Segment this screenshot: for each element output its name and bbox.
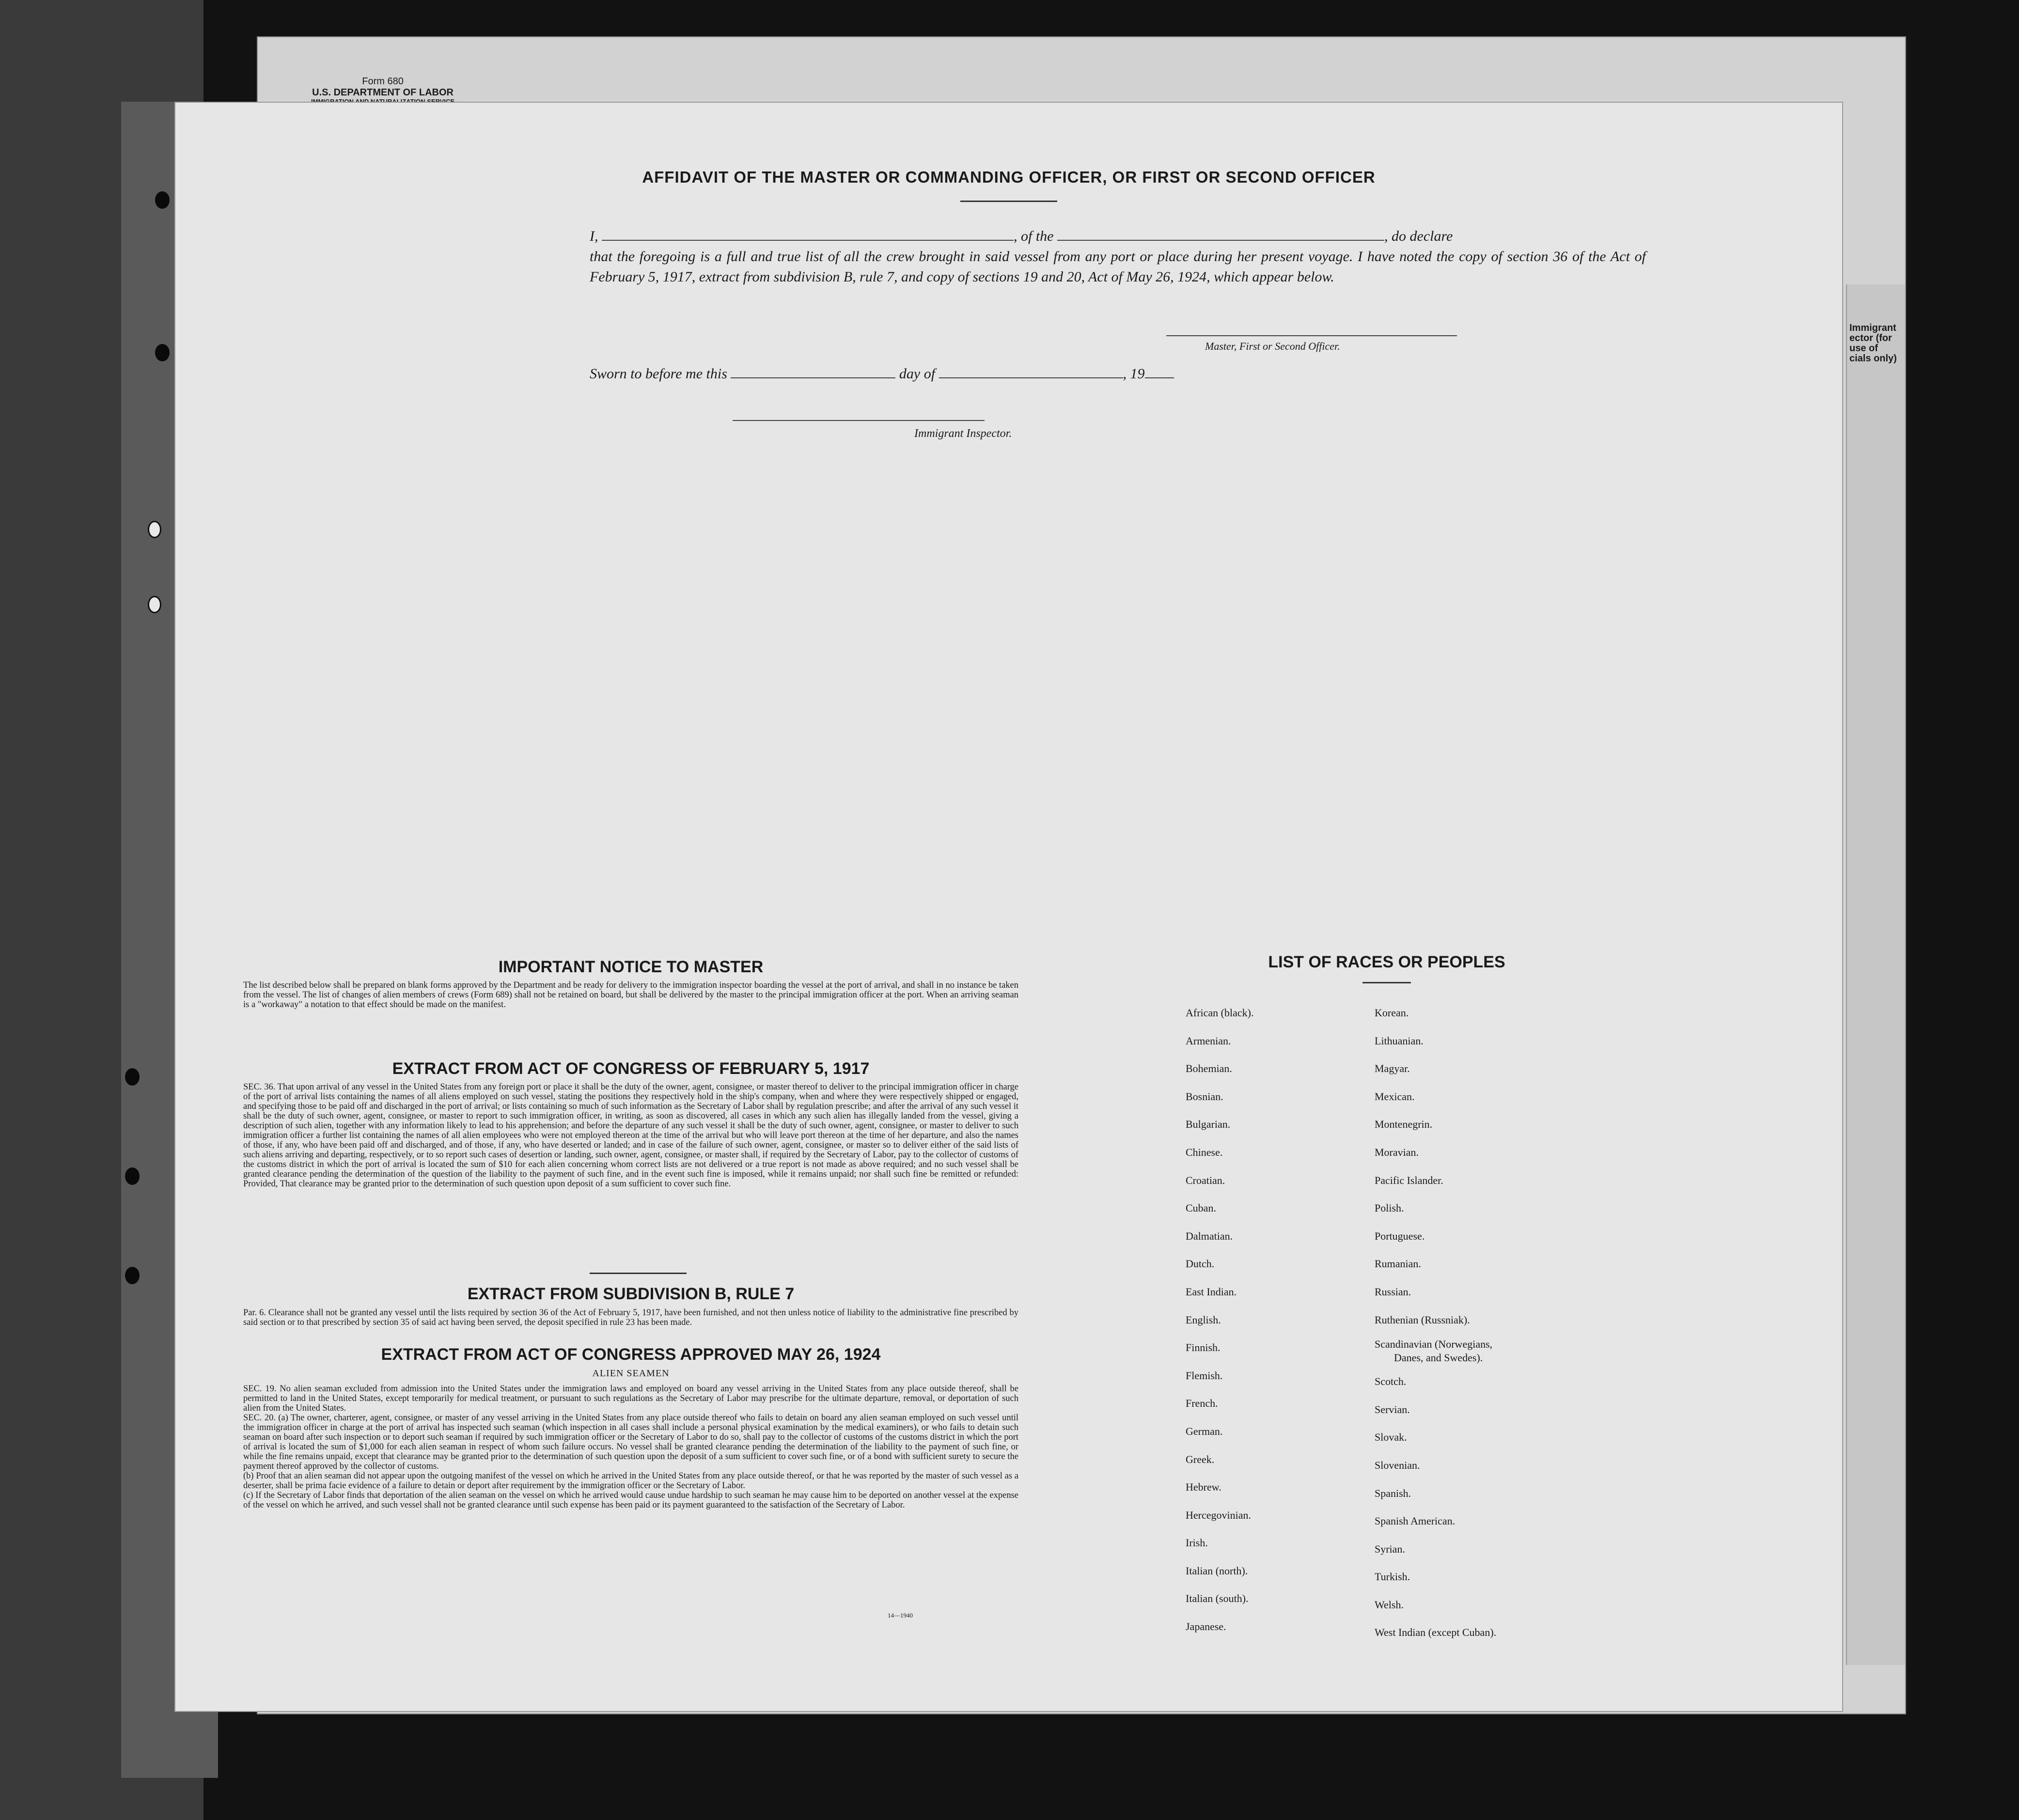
binder-hole [125,1068,140,1086]
race-item: Slovak. [1375,1431,1407,1444]
affidavit-statement: that the foregoing is a full and true list of all the crew brought in said vessel from any port or place during her present voyage. I have noted the copy of section 36 of the Act of February 5, 1917, extract from subdivision B, rule 7, and copy of sections 19 and 20, Act of May 26, 1924, which appear below. [590,249,1646,285]
race-item: Italian (south). [1186,1592,1249,1605]
section-divider [590,1273,687,1274]
affidavit-first-line [590,226,1646,247]
extract-1917-title: EXTRACT FROM ACT OF CONGRESS OF FEBRUARY 5, 1917 [392,1059,870,1078]
binder-hole [148,596,161,613]
binder-hole [155,344,170,361]
race-item: Croatian. [1186,1174,1225,1186]
sworn-day-blank[interactable] [731,367,895,378]
affidavit-do-declare-label: , do declare [1384,228,1453,244]
races-divider [1362,982,1411,983]
race-item: Mexican. [1375,1090,1415,1103]
race-item: Welsh. [1375,1598,1404,1611]
race-item: Turkish. [1375,1571,1410,1583]
name-blank[interactable] [602,228,1014,241]
master-signature-label: Master, First or Second Officer. [1205,340,1340,352]
back-form-header [311,76,454,106]
race-item: Cuban. [1186,1202,1216,1214]
section-20b: (b) Proof that an alien seaman did not appear upon the outgoing manifest of the vessel on which he arrived in the United States from any place outside thereof, or that he was reported by the master of such vessel as a deserter, shall be prima facie evidence of a failure to detain or deport after requirement by the immigration officer or the Secretary of Labor. [243,1471,1018,1491]
extract-rule7-title: EXTRACT FROM SUBDIVISION B, RULE 7 [467,1285,795,1303]
race-item: Scandinavian (Norwegians, [1375,1338,1493,1351]
race-item: Greek. [1186,1453,1215,1465]
print-code: 14—1940 [888,1612,913,1619]
back-right-column [1846,284,1905,1665]
race-item: West Indian (except Cuban). [1375,1626,1497,1639]
race-item: Bosnian. [1186,1090,1223,1103]
race-item: Flemish. [1186,1369,1223,1382]
race-item: Portuguese. [1375,1229,1425,1242]
race-item: Lithuanian. [1375,1034,1424,1047]
race-item: Slovenian. [1375,1459,1420,1471]
binder-hole [155,191,170,209]
race-item: Spanish. [1375,1487,1411,1499]
race-item: Russian. [1375,1285,1411,1298]
extract-rule7-body: Par. 6. Clearance shall not be granted any vessel until the lists required by section 36 of the Act of February 5, 1917, have been furnished, and not then unless notice of liability to the administrative fine prescribed by said section or to that prescribed by section 35 of said act having been served, the deposit specified in rule 23 has been made. [243,1308,1018,1327]
race-item: Irish. [1186,1537,1208,1549]
sworn-year-label: , 19 [1123,366,1145,382]
race-item: Danes, and Swedes). [1394,1352,1483,1364]
race-item: Syrian. [1375,1542,1405,1555]
binder-hole [125,1267,140,1284]
section-20a: SEC. 20. (a) The owner, charterer, agent, consignee, or master of any vessel arriving in the United States from any place outside thereof who fails to detain on board any alien seaman employed on such vessel until the immigration officer in charge at the port of arrival has inspected such seaman (which inspection in all cases shall include a personal physical examination by the medical examiners), or who fails to detain such seaman on board after such inspection or to deport such seaman if required by such immigration officer or the Secretary of Labor to do so, shall pay to the collector of customs of the customs district in which the port of arrival is located the sum of $1,000 for each alien seaman in respect of whom such failure occurs. No vessel shall be granted clearance pending the determination of the liability to the payment of such fine, or while the fine remains unpaid, except that clearance may be granted prior to the determination of such question upon the deposit of a sum sufficient to cover such fine, or of a bond with sufficient surety to secure the payment thereof approved by the collector of customs. [243,1413,1018,1471]
races-left-column [1186,999,1253,1641]
extract-1924-body [243,1384,1018,1510]
race-item: German. [1186,1425,1223,1437]
race-item: Finnish. [1186,1341,1221,1354]
notice-body: The list described below shall be prepared on blank forms approved by the Department and be ready for delivery to the immigration inspector boarding the vessel at the port of arrival, and shall in no instance be taken from the vessel. The list of changes of alien members of crews (Form 689) shall not be retained on board, but shall be delivered by the master to the principal immigration officer at the port. When an arriving seaman is a "workaway" a notation to that effect should be made on the manifest. [243,980,1018,1010]
race-item: Montenegrin. [1375,1118,1433,1131]
race-item: Ruthenian (Russniak). [1375,1313,1470,1326]
extract-1917-body: SEC. 36. That upon arrival of any vessel in the United States from any foreign port or place it shall be the duty of the owner, agent, consignee, or master thereof to deliver to the principal immigration officer in charge of the port of arrival lists containing the names of all aliens employed on such vessel, stating the positions they respectively hold in the ship's company, when and where they were respectively shipped or engaged, and specifying those to be paid off and discharged in the port of arrival; or lists containing so much of such information as the Secretary of Labor shall by regulation prescribe; and after the arrival of any such vessel it shall be the duty of such owner, agent, consignee, or master to report to such immigration officer, in writing, as soon as discovered, all cases in which any such alien has illegally landed from the vessel, giving a description of such alien, together with any information likely to lead to his apprehension; and before the departure of any such vessel it shall be the duty of such owner, agent, consignee, or master to deliver to such immigration officer a further list containing the names of all alien employees who were not employed thereon at the time of the arrival but who will leave port thereon at the time of her departure, and also the names of those, if any, who have been paid off and discharged, and of those, if any, who have deserted or landed; and in case of the failure of such owner, agent, consignee, or master so to deliver either of the said lists of such aliens arriving and departing, respectively, or to so report such cases of desertion or landing, such owner, agent, consignee, or master shall, if required by the Secretary of Labor, pay to the collector of customs of the customs district in which the port of arrival is located the sum of $10 for each alien concerning whom correct lists are not delivered or a true report is not made as above required; and no such vessel shall be granted clearance pending the determination of the question of the liability to the payment of such fine, and in the event such fine is imposed, while it remains unpaid; nor shall such fine be remitted or refunded: Provided, That clearance may be granted prior to the determination of such question upon deposit of a sum sufficient to cover such fine. [243,1082,1018,1189]
race-item: Scotch. [1375,1375,1407,1388]
sworn-day-of-label: day of [899,366,936,382]
race-item: Bulgarian. [1186,1118,1231,1131]
sworn-line [590,366,1174,382]
back-form-number: Form 680 [362,76,404,87]
sworn-year-blank[interactable] [1145,367,1174,378]
sworn-prefix: Sworn to before me this [590,366,727,382]
race-item: East Indian. [1186,1285,1237,1298]
races-title: LIST OF RACES OR PEOPLES [1268,953,1505,971]
extract-1924-title: EXTRACT FROM ACT OF CONGRESS APPROVED MAY 26, 1924 [381,1345,881,1364]
race-item: Dalmatian. [1186,1229,1233,1242]
affidavit-body [590,226,1646,287]
section-19: SEC. 19. No alien seaman excluded from admission into the United States under the immigration laws and employed on board any vessel arriving in the United States from any place outside thereof, shall be permitted to land in the United States, except temporarily for medical treatment, or pursuant to such regulations as the Secretary of Labor may prescribe for the ultimate departure, removal, or deportation of such alien from the United States. [243,1384,1018,1413]
title-divider [960,201,1057,202]
race-item: African (black). [1186,1007,1254,1019]
binder-hole [125,1167,140,1185]
race-item: Bohemian. [1186,1062,1232,1075]
binder-hole [148,521,161,538]
back-form-department: U.S. DEPARTMENT OF LABOR [312,87,454,98]
vessel-blank[interactable] [1057,228,1384,241]
race-item: Pacific Islander. [1375,1174,1443,1186]
inspector-label: Immigrant Inspector. [914,427,1012,440]
affidavit-of-the-label: , of the [1014,228,1054,244]
race-item: Italian (north). [1186,1564,1248,1577]
race-item: Polish. [1375,1202,1404,1214]
back-column-label: Immigrant ector (for use of cials only) [1849,323,1897,364]
sworn-month-blank[interactable] [939,367,1123,378]
race-item: French. [1186,1397,1218,1410]
inspector-signature-line[interactable] [733,420,985,421]
races-right-column [1375,999,1496,1647]
race-item: Armenian. [1186,1034,1231,1047]
race-item: Magyar. [1375,1062,1410,1075]
front-affidavit-sheet [174,102,1843,1712]
race-item: Hercegovinian. [1186,1509,1251,1521]
race-item: Rumanian. [1375,1258,1421,1270]
race-item: Chinese. [1186,1146,1223,1158]
race-item: Spanish American. [1375,1515,1456,1527]
race-item: Hebrew. [1186,1481,1221,1493]
notice-title: IMPORTANT NOTICE TO MASTER [498,958,764,976]
race-item: Moravian. [1375,1146,1419,1158]
race-item: Japanese. [1186,1620,1226,1633]
race-item: Servian. [1375,1403,1410,1416]
race-item: Dutch. [1186,1258,1215,1270]
affidavit-title: AFFIDAVIT OF THE MASTER OR COMMANDING OFFICER, OR FIRST OR SECOND OFFICER [642,168,1376,186]
race-item: Korean. [1375,1007,1409,1019]
section-20c: (c) If the Secretary of Labor finds that deportation of the alien seaman on the vessel on which he arrived would cause undue hardship to such seaman he may cause him to be deported on another vessel at the expense of the vessel on which he arrived, and such vessel shall not be granted clearance until such expense has been paid or its payment guaranteed to the satisfaction of the Secretary of Labor. [243,1491,1018,1510]
alien-seamen-subtitle: ALIEN SEAMEN [592,1368,670,1379]
affidavit-i-label: I, [590,228,598,244]
master-signature-line[interactable] [1166,335,1457,336]
race-item: English. [1186,1313,1221,1326]
